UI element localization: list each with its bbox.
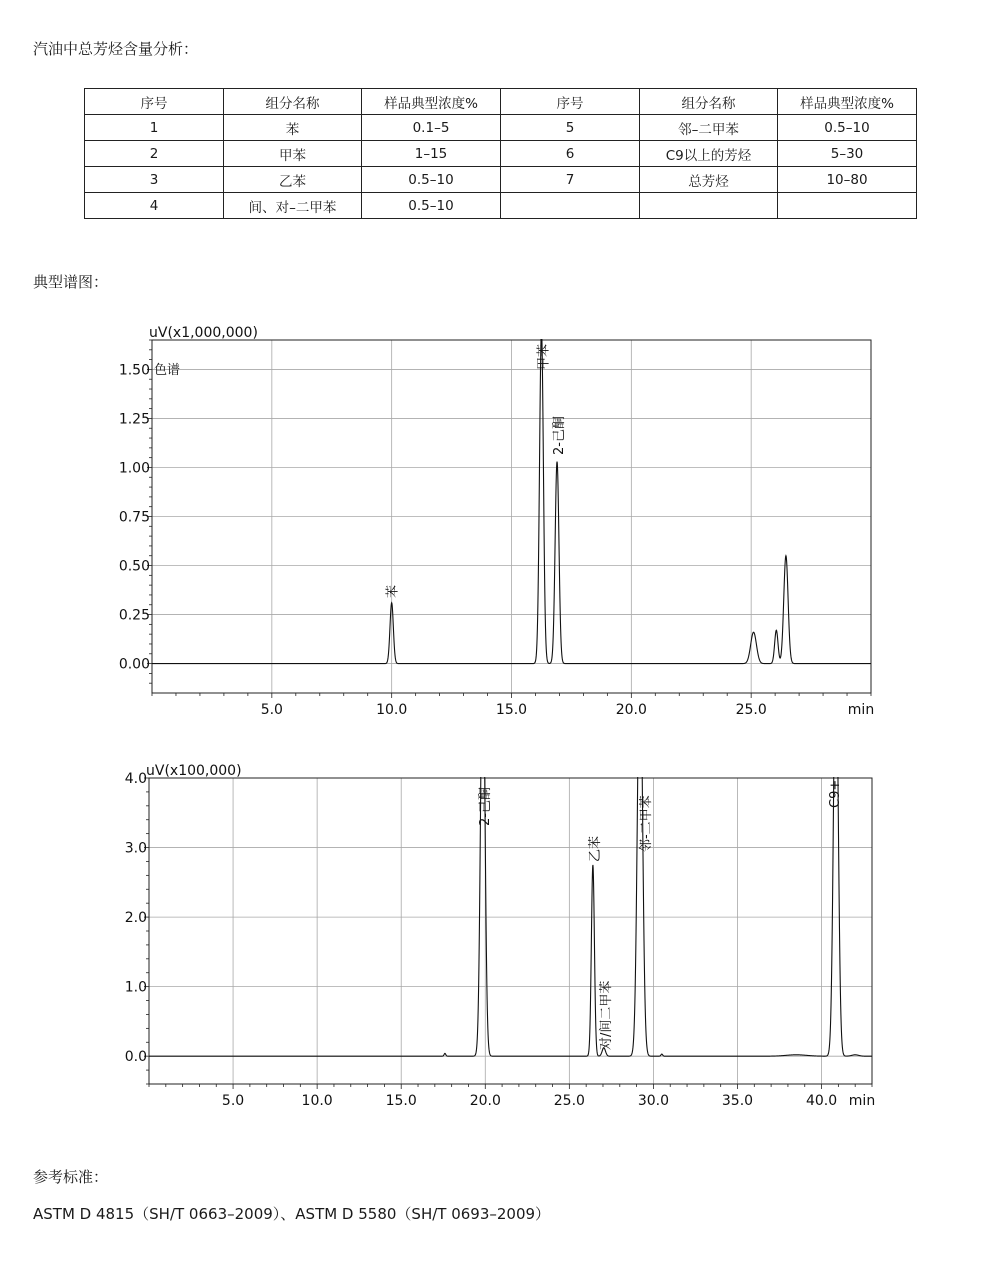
table-cell: 7 — [501, 167, 640, 193]
y-tick-label: 4.0 — [124, 771, 147, 787]
x-tick-label: 15.0 — [495, 702, 528, 718]
table-cell: 1 — [85, 115, 224, 141]
peak-label: 甲苯 — [536, 343, 552, 370]
y-tick-label: 0.0 — [124, 1049, 147, 1066]
header-cell: 序号 — [501, 89, 640, 115]
section-title-analysis: 汽油中总芳烃含量分析： — [33, 40, 199, 58]
reference-standards: ASTM D 4815（SH/T 0663–2009）、ASTM D 5580（SH/T 0693–2009） — [33, 1205, 551, 1223]
y-tick-label: 0.25 — [118, 607, 150, 624]
y-axis-label: uV(x1,000,000) — [149, 325, 258, 341]
table-cell: C9以上的芳烃 — [640, 141, 778, 167]
section-title-chromatogram: 典型谱图： — [33, 273, 109, 291]
x-tick-label: 10.0 — [376, 702, 408, 718]
peak-label: C9+ — [827, 779, 843, 808]
peak-label: 苯 — [385, 584, 401, 598]
x-tick-label: 30.0 — [637, 1093, 670, 1109]
table-cell: 6 — [501, 141, 640, 167]
y-tick-label: 2.0 — [124, 910, 147, 927]
y-tick-label: 0.50 — [118, 558, 150, 575]
header-cell: 样品典型浓度% — [778, 89, 917, 115]
table-cell: 10–80 — [778, 167, 917, 193]
x-tick-label: 20.0 — [469, 1093, 501, 1109]
y-tick-label: 3.0 — [124, 840, 147, 857]
x-tick-label: 20.0 — [615, 702, 647, 718]
y-tick-label: 0.75 — [118, 509, 150, 526]
header-cell: 序号 — [85, 89, 224, 115]
reference-title: 参考标准： — [33, 1168, 109, 1186]
table-cell: 2 — [85, 141, 224, 167]
y-tick-label: 1.00 — [118, 460, 150, 477]
table-cell: 3 — [85, 167, 224, 193]
x-axis-label: min — [848, 1093, 876, 1109]
x-tick-label: 10.0 — [301, 1093, 333, 1109]
y-tick-label: 1.25 — [118, 411, 150, 428]
table-cell: 邻–二甲苯 — [640, 115, 778, 141]
x-tick-label: 25.0 — [735, 702, 767, 718]
peak-label: 邻-二甲苯 — [638, 795, 654, 852]
y-tick-label: 1.50 — [118, 362, 150, 379]
table-cell: 5 — [501, 115, 640, 141]
peak-label: 对/间二甲苯 — [598, 980, 614, 1050]
table-cell: 4 — [85, 193, 224, 219]
y-axis-label: uV(x100,000) — [146, 763, 242, 779]
table-cell: 总芳烃 — [640, 167, 778, 193]
x-tick-label: 5.0 — [221, 1093, 245, 1109]
table-cell: 0.5–10 — [778, 115, 917, 141]
header-cell: 组分名称 — [224, 89, 362, 115]
y-tick-label: 0.00 — [118, 656, 150, 673]
peak-label: 2-己酮 — [477, 787, 493, 826]
plot-frame — [149, 778, 872, 1084]
table-cell: 0.5–10 — [362, 193, 501, 219]
x-axis-label: min — [847, 702, 875, 718]
table-cell: 间、对–二甲苯 — [224, 193, 362, 219]
table-cell: 1–15 — [362, 141, 501, 167]
series-label: 色谱 — [154, 363, 181, 378]
peak-label: 乙苯 — [587, 835, 603, 862]
table-cell: 0.1–5 — [362, 115, 501, 141]
y-tick-label: 1.0 — [124, 979, 147, 996]
x-tick-label: 15.0 — [385, 1093, 417, 1109]
x-tick-label: 5.0 — [260, 702, 283, 718]
x-tick-label: 25.0 — [553, 1093, 585, 1109]
peak-label: 2-己酮 — [552, 416, 568, 455]
table-cell: 5–30 — [778, 141, 917, 167]
table-cell: 0.5–10 — [362, 167, 501, 193]
table-cell: 甲苯 — [224, 141, 362, 167]
x-tick-label: 40.0 — [805, 1093, 838, 1109]
header-cell: 组分名称 — [640, 89, 778, 115]
x-tick-label: 35.0 — [721, 1093, 754, 1109]
table-cell: 乙苯 — [224, 167, 362, 193]
header-cell: 样品典型浓度% — [362, 89, 501, 115]
table-cell: 苯 — [224, 115, 362, 141]
